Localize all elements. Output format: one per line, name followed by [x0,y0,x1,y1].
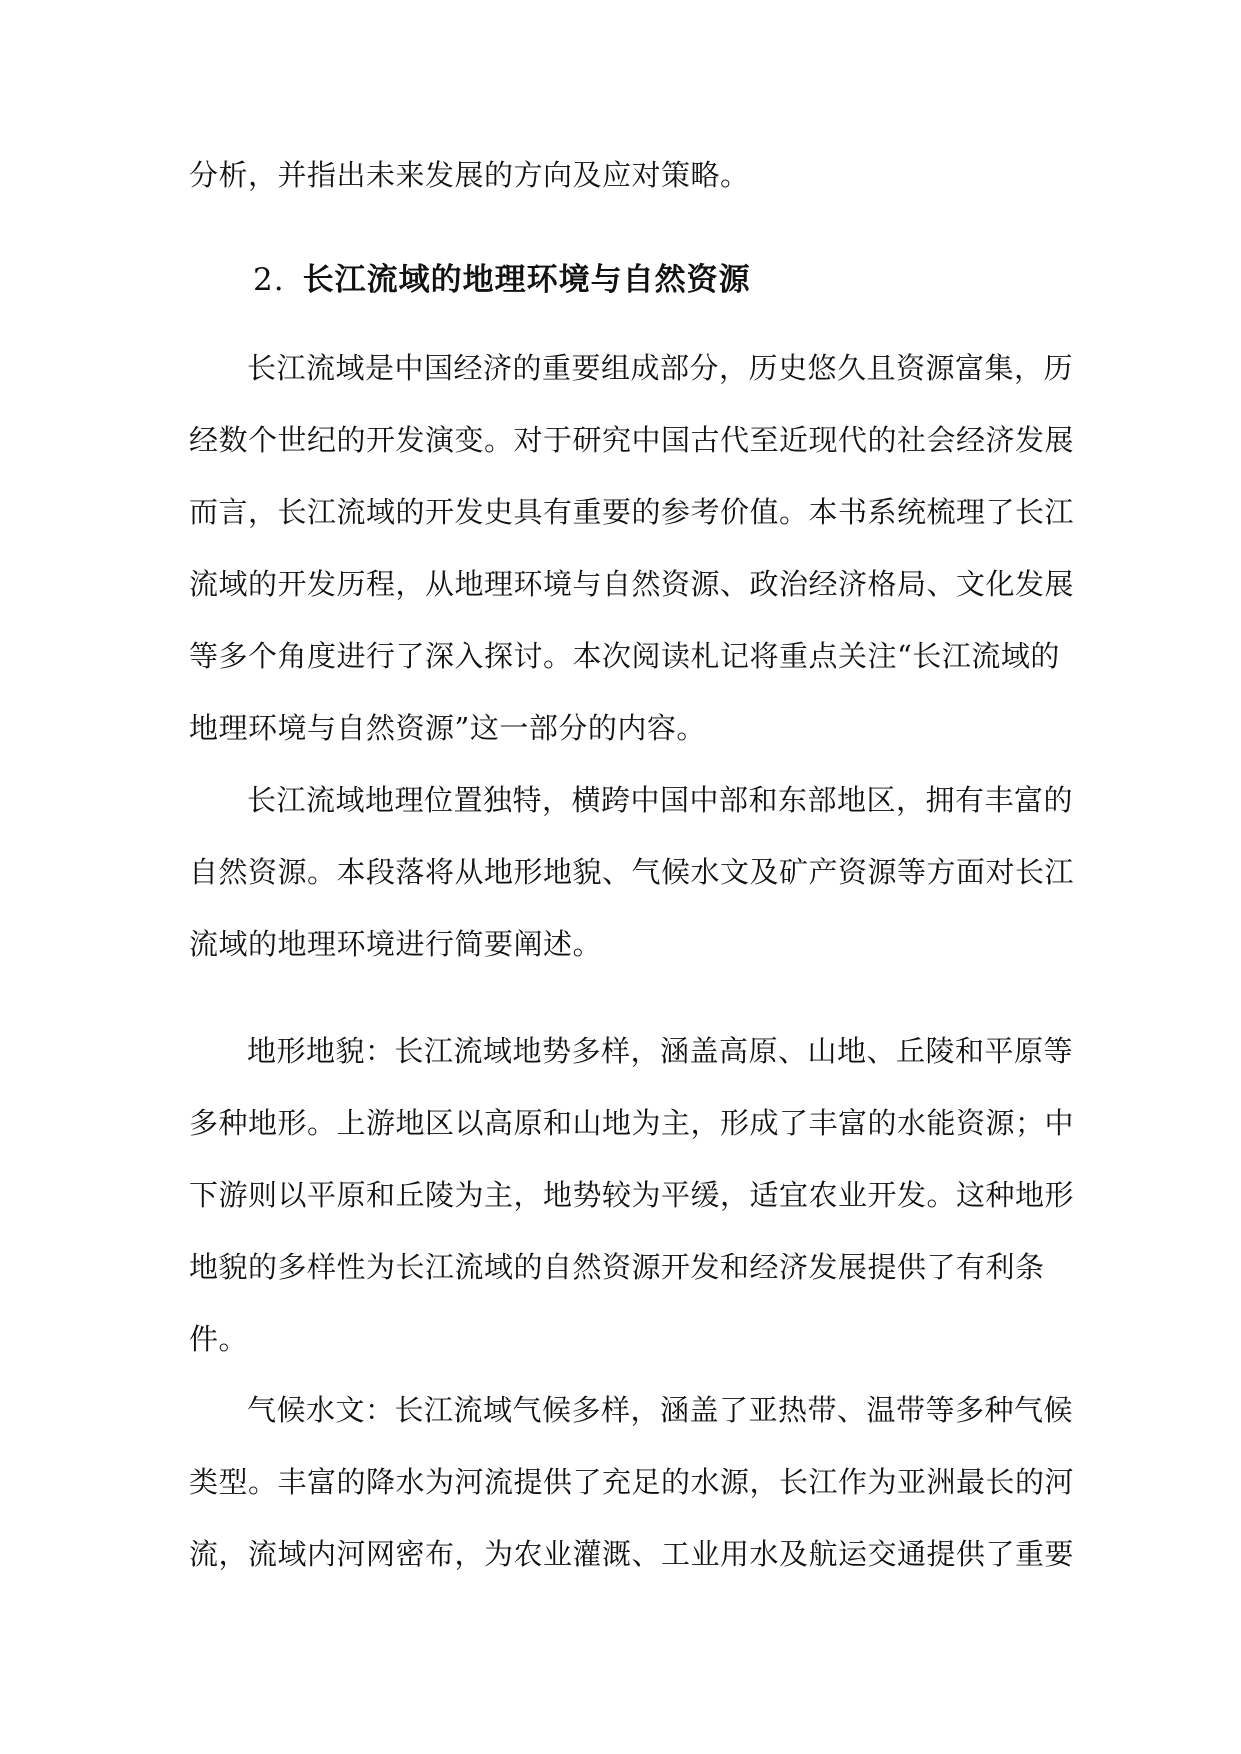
text-line: 流，流域内河网密布，为农业灌溉、工业用水及航运交通提供了重要 [189,1537,1075,1571]
paragraph-first-line: 长江流域是中国经济的重要组成部分，历史悠久且资源富集，历 [247,351,1074,385]
text-line: 自然资源。本段落将从地形地貌、气候水文及矿产资源等方面对长江 [189,855,1075,889]
paragraph-first-line: 气候水文：长江流域气候多样，涵盖了亚热带、温带等多种气候 [247,1393,1074,1427]
text-line: 流域的地理环境进行简要阐述。 [189,927,603,961]
text-line: 多种地形。上游地区以高原和山地为主，形成了丰富的水能资源；中 [189,1106,1075,1140]
paragraph-first-line: 长江流域地理位置独特，横跨中国中部和东部地区，拥有丰富的 [247,783,1074,817]
paragraph-first-line: 地形地貌：长江流域地势多样，涵盖高原、山地、丘陵和平原等 [247,1034,1074,1068]
text-line: 下游则以平原和丘陵为主，地势较为平缓，适宜农业开发。这种地形 [189,1178,1075,1212]
section-title: 长江流域的地理环境与自然资源 [302,262,751,298]
text-line: 经数个世纪的开发演变。对于研究中国古代至近现代的社会经济发展 [189,423,1075,457]
section-heading [253,258,751,302]
text-line: 地理环境与自然资源”这一部分的内容。 [189,711,706,745]
text-line: 等多个角度进行了深入探讨。本次阅读札记将重点关注“长江流域的 [189,639,1060,673]
text-line: 地貌的多样性为长江流域的自然资源开发和经济发展提供了有利条 [189,1250,1045,1284]
text-line: 而言，长江流域的开发史具有重要的参考价值。本书系统梳理了长江 [189,495,1075,529]
text-line: 类型。丰富的降水为河流提供了充足的水源，长江作为亚洲最长的河 [189,1465,1075,1499]
text-line: 分析，并指出未来发展的方向及应对策略。 [189,158,750,192]
text-line: 流域的开发历程，从地理环境与自然资源、政治经济格局、文化发展 [189,567,1075,601]
text-line: 件。 [189,1322,249,1356]
section-number: 2. [253,262,285,298]
